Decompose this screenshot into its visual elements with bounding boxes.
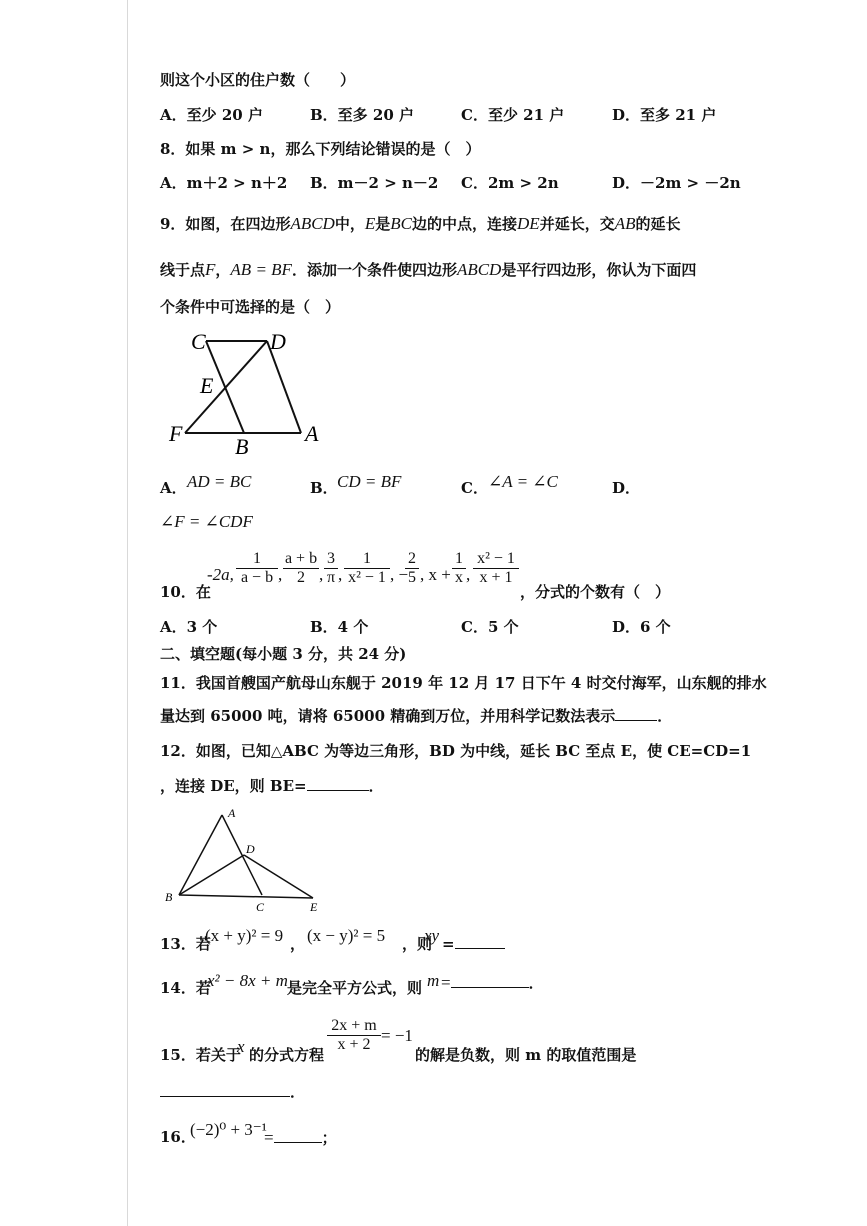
numerator: x² − 1 (477, 550, 515, 567)
q9-text: 是平行四边形，你认为下面四 (501, 261, 697, 279)
q9-math: AB (614, 214, 636, 233)
q9-text: 是 (375, 215, 391, 233)
denominator: x (452, 568, 466, 587)
fig-label-a: A (228, 806, 236, 820)
q9-line-3: 个条件中可选择的是（ ） (160, 298, 341, 316)
answer-blank (615, 706, 657, 721)
q10-fraction (344, 550, 390, 587)
fig-label-f: F (169, 421, 183, 446)
fig-label-d: D (246, 842, 255, 856)
q8-option-d: D．－2m > －2n (612, 174, 741, 192)
numerator: 2 (408, 550, 416, 567)
fig-label-b: B (235, 434, 249, 457)
section-heading: 二、填空题(每小题 3 分，共 24 分) (160, 645, 407, 663)
q10-fraction (283, 550, 319, 587)
answer-blank (307, 776, 369, 791)
q12-line-2 (160, 776, 384, 796)
denominator: 2 (283, 568, 319, 587)
q9-math: F (205, 260, 216, 279)
q12-text: ，连接 DE，则 BE= (160, 777, 307, 795)
q13-sep: ， (290, 935, 306, 953)
numerator: 1 (253, 550, 261, 567)
q10-option-d: D．6 个 (612, 618, 671, 636)
q10-sep: , (338, 565, 343, 584)
q13-answer (442, 934, 505, 954)
answer-blank (274, 1128, 322, 1143)
q14-mid: 是完全平方公式，则 (287, 979, 423, 997)
fig-label-c: C (191, 329, 206, 354)
q9-option-d-letter: D． (612, 479, 641, 497)
q14-expression: x² − 8x + m (207, 971, 288, 990)
q16-end: ； (321, 1129, 337, 1147)
q13-lead: 13．若 (160, 935, 211, 953)
q7-option-c: C．至少 21 户 (461, 106, 565, 124)
q9-line-2 (160, 260, 696, 280)
page-margin-line (127, 0, 128, 1226)
q10-sep: , x + (420, 565, 451, 584)
q7-option-d: D．至多 21 户 (612, 106, 717, 124)
q9-quadrilateral-figure (160, 325, 330, 457)
q10-fraction (324, 550, 338, 587)
q9-option-d: ∠F = ∠CDF (160, 512, 253, 531)
q9-text: ， (215, 261, 231, 279)
denominator: x + 2 (327, 1035, 381, 1054)
q7-option-b: B．至多 20 户 (310, 106, 414, 124)
q10-option-b: B．4 个 (310, 618, 369, 636)
equals-sign: = (264, 1128, 274, 1147)
q9-text: 并延长，交 (539, 215, 615, 233)
q9-math: DE (517, 214, 540, 233)
q16-answer (264, 1128, 337, 1148)
fig-label-d: D (270, 329, 286, 354)
q9-text: 9．如图，在四边形 (160, 215, 291, 233)
q9-text: 边的中点，连接 (412, 215, 518, 233)
q12-end: ． (368, 777, 384, 795)
q9-math: ABCD (290, 214, 335, 233)
q10-fraction (405, 550, 419, 587)
answer-blank (160, 1082, 290, 1097)
q12-triangle-figure (160, 803, 330, 915)
q10-sep: , (319, 565, 324, 584)
denominator: x² − 1 (344, 568, 390, 587)
q16-expression: (−2)⁰ + 3⁻¹ (190, 1120, 267, 1139)
denominator: π (324, 568, 338, 587)
q10-fraction (236, 550, 278, 587)
fig-label-e: E (310, 900, 318, 914)
denominator: 5 (405, 568, 419, 587)
denominator: a − b (236, 568, 278, 587)
q10-tail: ，分式的个数有（ ） (520, 583, 671, 601)
q14-end: ． (528, 974, 544, 992)
q15-end: ． (290, 1083, 306, 1101)
q9-text: 的延长 (635, 215, 681, 233)
q13-equation-1: (x + y)² = 9 (205, 926, 284, 945)
fig-label-b: B (165, 890, 173, 904)
numerator: 1 (455, 550, 463, 567)
q8-option-c: C．2m > 2n (461, 174, 559, 192)
q9-line-1 (160, 214, 681, 234)
q10-expr-start: -2a, (207, 565, 234, 584)
denominator: x + 1 (473, 568, 519, 587)
q9-option-c-letter: C． (461, 479, 488, 497)
q14-lead: 14．若 (160, 979, 211, 997)
numerator: 1 (363, 550, 371, 567)
q9-text: ．添加一个条件使四边形 (291, 261, 457, 279)
q9-option-a: AD = BC (187, 472, 252, 491)
q7-option-a: A．至少 20 户 (160, 106, 263, 124)
answer-blank (451, 973, 529, 988)
q9-math: BC (390, 214, 412, 233)
q8-option-b: B．m－2 > n－2 (310, 174, 439, 192)
q9-math: ABCD (456, 260, 502, 279)
q9-option-b: CD = BF (337, 472, 402, 491)
q11-line-1: 11．我国首艘国产航母山东舰于 2019 年 12 月 17 日下午 4 时交付海军，山东舰的排水 (160, 674, 767, 692)
q9-math: E (364, 214, 376, 233)
numerator: 2x + m (331, 1017, 377, 1034)
q13-equation-2: (x − y)² = 5 (307, 926, 386, 945)
q8-option-a: A．m＋2 > n＋2 (160, 174, 288, 192)
q7-stem-tail: 则这个小区的住户数（ ） (160, 71, 356, 89)
q10-fraction (452, 550, 466, 587)
q15-fraction (327, 1017, 381, 1054)
q9-option-b-letter: B． (310, 479, 338, 497)
q10-option-a: A．3 个 (160, 618, 218, 636)
q9-text: 中， (334, 215, 365, 233)
fig-label-c: C (256, 900, 265, 914)
q9-text: 线于点 (160, 261, 206, 279)
q10-sep: , (278, 565, 283, 584)
q11-line-2 (160, 706, 672, 726)
q10-sep: , − (390, 565, 409, 584)
q15-var: x (237, 1037, 245, 1056)
fig-label-e: E (200, 373, 214, 398)
q12-line-1: 12．如图，已知△ABC 为等边三角形，BD 为中线，延长 BC 至点 E，使 CE=CD=1 (160, 742, 752, 760)
q15-answer (160, 1082, 305, 1102)
q14-var: m (427, 971, 440, 990)
numerator: a + b (284, 550, 318, 567)
numerator: 3 (327, 550, 335, 567)
q9-option-c: ∠A = ∠C (488, 472, 558, 491)
q15-rhs: = −1 (381, 1026, 413, 1045)
fig-label-a: A (305, 421, 319, 446)
q10-fraction (473, 550, 519, 587)
equals-sign: = (442, 935, 455, 953)
q13-var: xy (424, 926, 440, 945)
q9-option-a-letter: A． (160, 479, 187, 497)
q10-option-c: C．5 个 (461, 618, 519, 636)
q16-lead: 16． (160, 1128, 196, 1146)
answer-blank (455, 934, 505, 949)
q10-sep: , (466, 565, 471, 584)
q10-lead: 10．在 (160, 583, 211, 601)
q14-answer (441, 973, 544, 993)
q11-text: 量达到 65000 吨，请将 65000 精确到万位，并用科学记数法表示 (160, 707, 616, 725)
q15-tail: 的解是负数，则 m 的取值范围是 (415, 1046, 637, 1064)
q15-lead: 15．若关于 (160, 1046, 241, 1064)
q15-mid: 的分式方程 (249, 1046, 325, 1064)
q9-math: AB = BF (230, 260, 292, 279)
equals-sign: = (441, 973, 451, 992)
q13-mid: ，则 (402, 935, 433, 953)
q8-stem: 8．如果 m > n，那么下列结论错误的是（ ） (160, 140, 481, 158)
q11-end: ． (657, 707, 673, 725)
